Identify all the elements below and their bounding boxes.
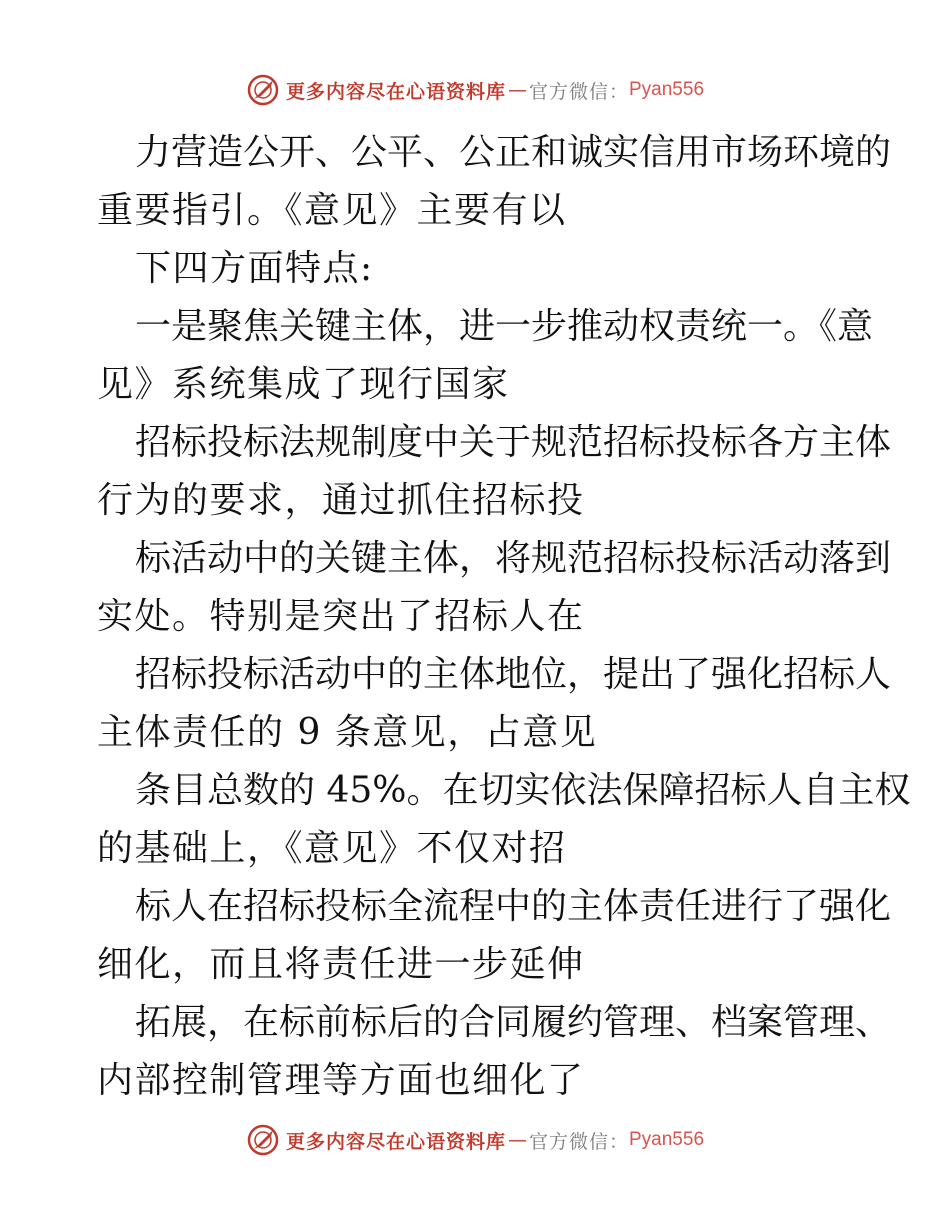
brand-logo-icon bbox=[246, 1123, 280, 1157]
wechat-label: 官方微信： bbox=[528, 1130, 629, 1153]
watermark-separator: — bbox=[507, 79, 527, 101]
text-line: 标活动中的关键主体，将规范招标投标活动落到 bbox=[135, 538, 892, 579]
watermark-header bbox=[0, 70, 950, 110]
text-line: 行为的要求，通过抓住招标投 bbox=[97, 480, 585, 521]
text-line: 招标投标活动中的主体地位，提出了强化招标人 bbox=[135, 654, 892, 695]
watermark-separator: — bbox=[507, 1129, 527, 1151]
text-line: 见》系统集成了现行国家 bbox=[97, 364, 510, 405]
text-line: 实处。特别是突出了招标人在 bbox=[97, 596, 585, 637]
watermark-footer bbox=[0, 1120, 950, 1160]
text-line: 内部控制管理等方面也细化了 bbox=[97, 1060, 585, 1101]
text-line: 招标投标法规制度中关于规范招标投标各方主体 bbox=[135, 422, 892, 463]
text-line: 的基础上，《意见》不仅对招 bbox=[97, 828, 567, 869]
wechat-id: Pyan556 bbox=[629, 1129, 705, 1150]
text-line: 标人在招标投标全流程中的主体责任进行了强化 bbox=[135, 886, 892, 927]
wechat-label: 官方微信： bbox=[528, 80, 629, 103]
document-body bbox=[97, 124, 911, 1110]
text-line: 主体责任的 9 条意见，占意见 bbox=[97, 712, 598, 753]
text-line: 一是聚焦关键主体，进一步推动权责统一。《意 bbox=[135, 306, 874, 347]
text-line: 条目总数的 45%。在切实依法保障招标人自主权 bbox=[135, 770, 911, 811]
text-line: 下四方面特点: bbox=[135, 248, 374, 289]
text-line: 细化，而且将责任进一步延伸 bbox=[97, 944, 585, 985]
wechat-id: Pyan556 bbox=[629, 79, 705, 100]
watermark-text: 更多内容尽在心语资料库 bbox=[285, 1130, 506, 1153]
brand-logo-icon bbox=[246, 73, 280, 107]
text-line: 拓展，在标前标后的合同履约管理、档案管理、 bbox=[135, 1002, 892, 1043]
text-line: 力营造公开、公平、公正和诚实信用市场环境的 bbox=[135, 132, 892, 173]
text-line: 重要指引。《意见》主要有以 bbox=[97, 190, 567, 231]
watermark-text: 更多内容尽在心语资料库 bbox=[285, 80, 506, 103]
